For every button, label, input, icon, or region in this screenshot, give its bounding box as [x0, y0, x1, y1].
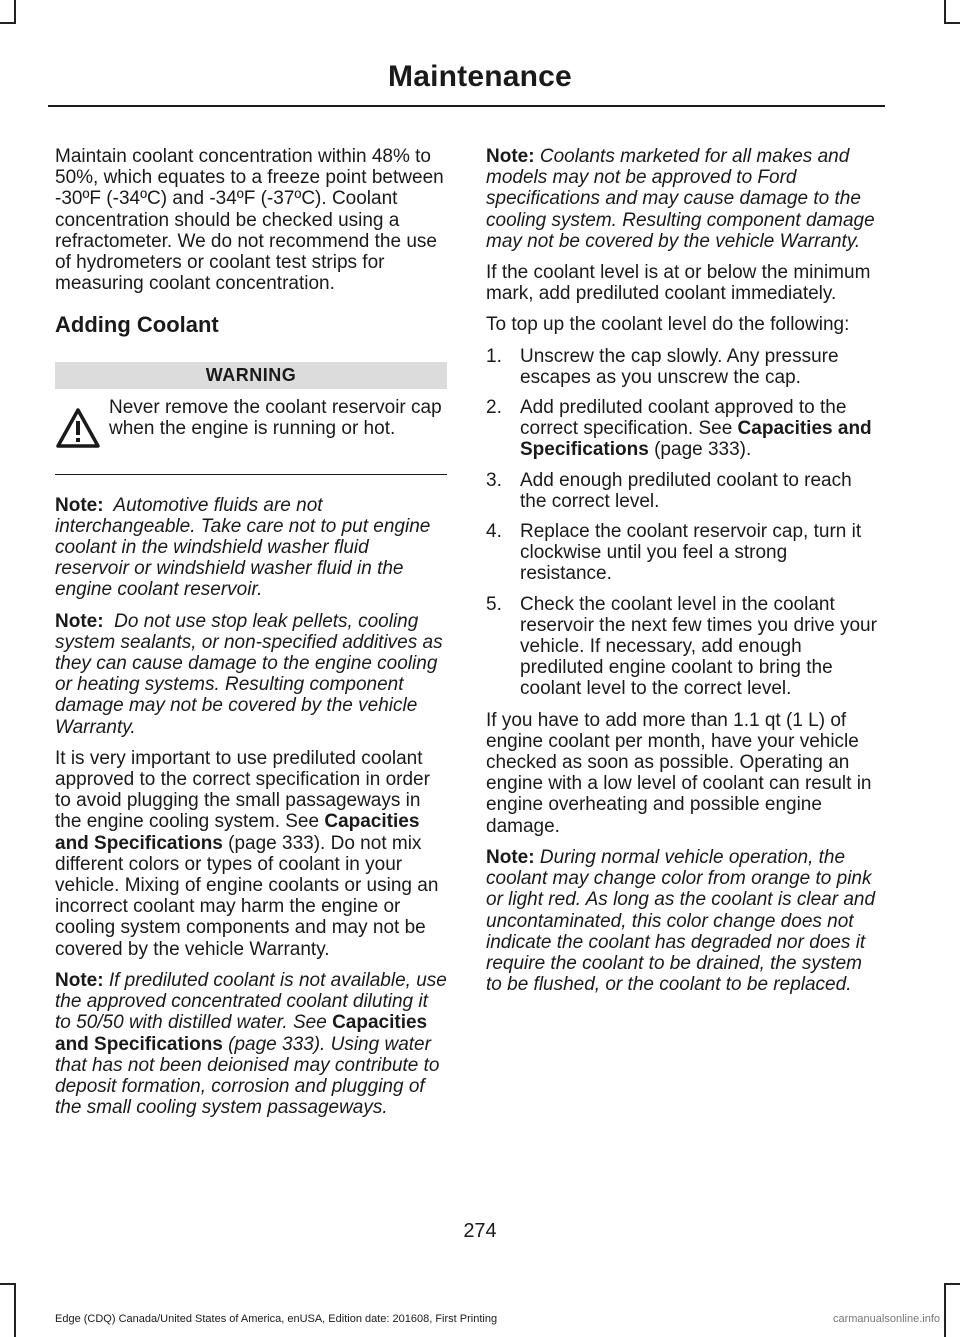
note-label: Note:: [55, 494, 104, 516]
capacities-link[interactable]: Capacities and Specifications: [55, 1012, 428, 1055]
step-text: Unscrew the cap slowly. Any pressure escapes as you unscrew the cap.: [520, 345, 839, 388]
step-number: 5.: [486, 593, 502, 615]
step-text: Replace the coolant reservoir cap, turn it clockwise until you feel a strong resistance.: [520, 521, 862, 585]
crop-mark: [0, 22, 16, 24]
prediluted-coolant-paragraph: [55, 748, 447, 960]
note-color-change: [486, 847, 878, 995]
list-item: [486, 594, 878, 700]
coolant-concentration-paragraph: Maintain coolant concentration within 48% to 50%, which equates to a freeze point between -30ºF (-34ºC) and -34ºF (-37ºC). Coolant concentration should be checked using a refractometer. We do not recommend the use of hydrometers or coolant test strips for measuring coolant concentration.: [55, 146, 444, 295]
step-text: (page 333).: [654, 439, 752, 461]
step-number: 1.: [486, 345, 502, 367]
note-label: Note:: [486, 846, 535, 868]
note-concentrated-coolant: [55, 970, 447, 1118]
note-label: Note:: [55, 610, 104, 632]
step-number: 3.: [486, 469, 502, 491]
crop-mark: [944, 0, 946, 22]
warning-text: Never remove the coolant reservoir cap when the engine is running or hot.: [109, 396, 442, 439]
coolant-consumption-paragraph: If you have to add more than 1.1 qt (1 L) of engine coolant per month, have your vehicle checked as soon as possible. Operating an engine with a low level of coolant can result in engine overheating and possible engine damage.: [486, 709, 872, 837]
step-text: Check the coolant level in the coolant reservoir the next few times you drive your vehicle. If necessary, add enough prediluted engine coolant to bring the coolant level to the correct level.: [520, 593, 877, 700]
note-text: If prediluted coolant is not available, use the approved concentrated coolant diluting it to 50/50 with distilled water. See: [55, 969, 447, 1034]
step-text: Add prediluted coolant approved to the correct specification. See: [520, 397, 847, 440]
header-rule: [48, 105, 885, 107]
note-coolants-marketed: [486, 146, 878, 252]
edition-footer: Edge (CDQ) Canada/United States of America, enUSA, Edition date: 201608, First Printing: [55, 1313, 498, 1325]
coolant-level-paragraph: If the coolant level is at or below the minimum mark, add prediluted coolant immediately.: [486, 262, 871, 305]
note-label: Note:: [55, 969, 104, 991]
note-text: During normal vehicle operation, the coolant may change color from orange to pink or light red. As long as the coolant is clear and uncontaminated, this color change does not indicate the coolant has degraded nor does it require the coolant to be drained, the system to be flushed, or the coolant to be replaced.: [486, 846, 876, 996]
crop-mark: [944, 1283, 946, 1337]
crop-mark: [944, 22, 960, 24]
crop-mark: [14, 1283, 16, 1337]
note-text: Coolants marketed for all makes and models may not be approved to Ford specifications and may cause damage to the cooling system. Resulting component damage may not be covered by the vehicle Warranty.: [486, 146, 875, 252]
warning-label: WARNING: [55, 362, 447, 389]
warning-rule: [55, 474, 447, 475]
step-text: Add enough prediluted coolant to reach the correct level.: [520, 469, 852, 512]
left-column: [55, 146, 447, 1128]
step-number: 2.: [486, 397, 502, 419]
right-column: [486, 146, 878, 1005]
warning-box: [55, 389, 447, 463]
note-text: Do not use stop leak pellets, cooling system sealants, or non-specified additives as they can cause damage to the engine cooling or heating systems. Resulting component damage may not be covered by the vehicle Warranty.: [55, 610, 443, 738]
list-item: [486, 397, 878, 461]
watermark: carmanualsonline.info: [832, 1313, 940, 1325]
steps-list: [486, 346, 878, 700]
page-number: 274: [463, 1220, 497, 1242]
warning-triangle-icon: [55, 407, 101, 449]
list-item: [486, 521, 878, 585]
top-up-intro: To top up the coolant level do the following:: [486, 314, 850, 336]
paragraph-text: (page 333). Do not mix different colors or types of coolant in your vehicle. Mixing of engine coolants or using an incorrect coolant may harm the engine or cooling system components and may not be covered by the vehicle Warranty.: [55, 832, 439, 960]
list-item: [486, 346, 878, 388]
step-number: 4.: [486, 521, 502, 543]
note-fluids: [55, 495, 447, 601]
list-item: [486, 470, 878, 512]
note-text: (page 333). Using water that has not been deionised may contribute to deposit formation, corrosion and plugging of the small cooling system passageways.: [55, 1033, 440, 1119]
crop-mark: [944, 1283, 960, 1285]
capacities-link[interactable]: Capacities and Specifications: [520, 418, 872, 461]
page-title: Maintenance: [388, 60, 572, 93]
paragraph-text: It is very important to use prediluted coolant approved to the correct specification in order to avoid plugging the small passageways in the engine cooling system. See: [55, 747, 430, 833]
crop-mark: [14, 0, 16, 22]
note-stop-leak: [55, 611, 447, 738]
note-text: Automotive fluids are not interchangeable. Take care not to put engine coolant in the windshield washer fluid reservoir or windshield washer fluid in the engine coolant reservoir.: [55, 494, 431, 601]
note-label: Note:: [486, 146, 535, 167]
adding-coolant-heading: Adding Coolant: [55, 312, 219, 338]
capacities-link[interactable]: Capacities and Specifications: [55, 811, 420, 854]
crop-mark: [0, 1283, 16, 1285]
